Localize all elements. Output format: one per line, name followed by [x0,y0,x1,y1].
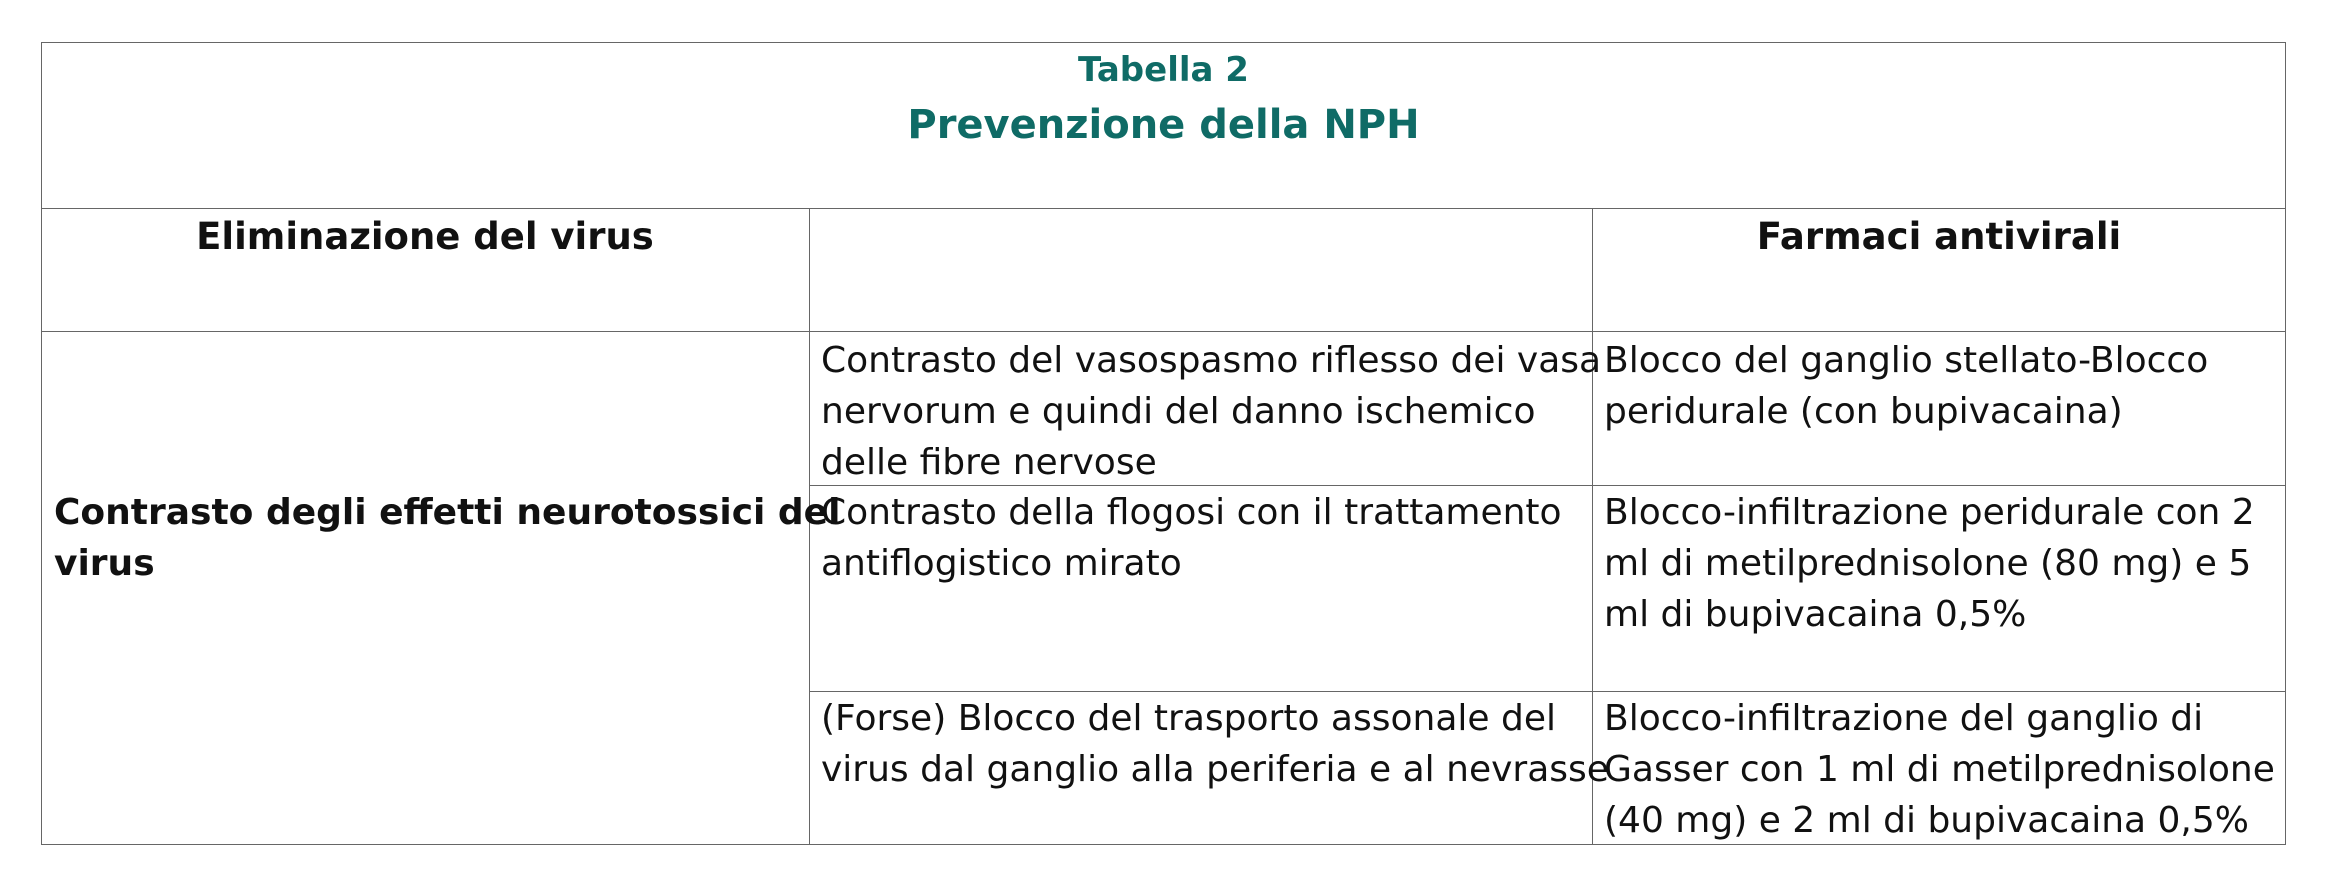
cell-line: ml di bupivacaina 0,5% [1604,594,2027,635]
row-divider-2 [809,691,2286,692]
table-row-1-treatment [1604,335,2284,437]
table-row-3-treatment [1604,693,2284,846]
cell-line: Blocco-infiltrazione del ganglio di [1604,698,2204,739]
cell-line: (Forse) Blocco del trasporto assonale del [821,698,1556,739]
row-label [54,487,841,589]
cell-line: Contrasto della flogosi con il trattamento [821,492,1562,533]
table-row-3-mechanism [821,693,1609,795]
cell-line: antiflogistico mirato [821,543,1182,584]
cell-line: ml di metilprednisolone (80 mg) e 5 [1604,543,2252,584]
row-label-line: virus [54,543,155,584]
row-label-line: Contrasto degli effetti neurotossici del [54,492,841,533]
table-row-1-mechanism [821,335,1602,488]
cell-line: Contrasto del vasospasmo riflesso dei vasa [821,340,1602,381]
cell-line: Blocco-infiltrazione peridurale con 2 [1604,492,2255,533]
table-caption-title: Prevenzione della NPH [907,102,1420,148]
cell-line: (40 mg) e 2 ml di bupivacaina 0,5% [1604,800,2249,841]
table-row-2-mechanism [821,487,1586,589]
title-divider [41,208,2286,209]
cell-line: virus dal ganglio alla periferia e al nevrasse [821,749,1609,790]
header-col-1: Eliminazione del virus [196,215,654,258]
header-divider [41,331,2286,332]
cell-line: peridurale (con bupivacaina) [1604,391,2123,432]
cell-line: delle fibre nervose [821,442,1157,483]
cell-line: nervorum e quindi del danno ischemico [821,391,1536,432]
table-caption-number: Tabella 2 [1078,50,1249,90]
cell-line: Blocco del ganglio stellato-Blocco [1604,340,2209,381]
cell-line: Gasser con 1 ml di metilprednisolone [1604,749,2275,790]
header-col-3: Farmaci antivirali [1756,215,2122,258]
table-row-2-treatment [1604,487,2284,640]
